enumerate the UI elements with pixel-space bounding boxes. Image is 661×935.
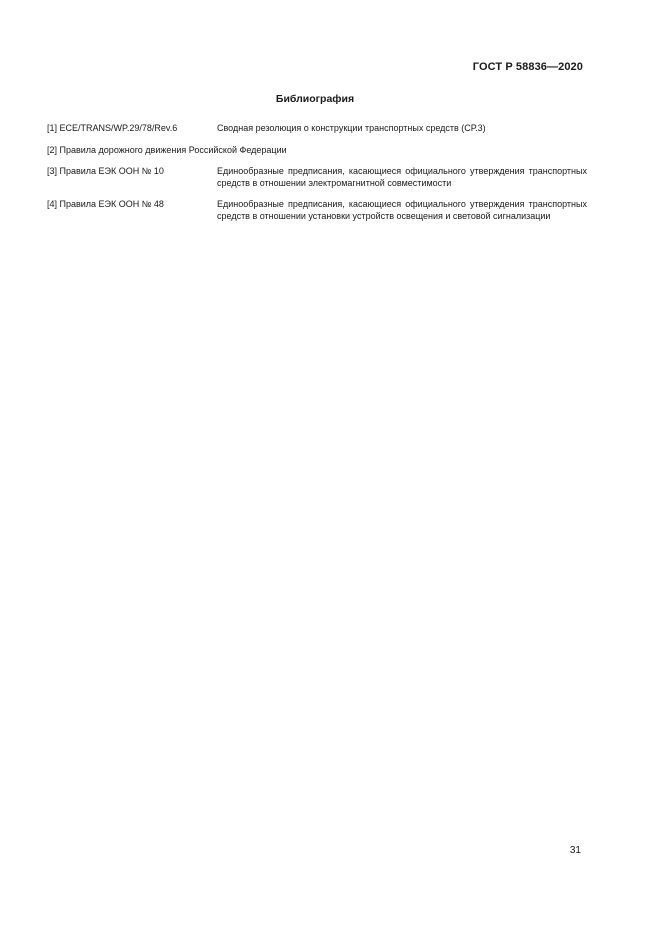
entry-reference: [1] ECE/TRANS/WP.29/78/Rev.6 — [47, 123, 178, 133]
entry-reference: [3] Правила ЕЭК ООН № 10 — [47, 166, 164, 176]
entry-reference: [2] Правила дорожного движения Российской Федерации — [47, 144, 287, 155]
bibliography-title: Библиография — [275, 93, 355, 105]
entry-description: Единообразные предписания, касающиеся официального утверждения транспортных средств в отношении электромагнитной совместимости — [217, 166, 587, 188]
entry-reference: [4] Правила ЕЭК ООН № 48 — [47, 199, 164, 209]
bibliography-entry-3 — [47, 166, 587, 189]
document-code: ГОСТ Р 58836—2020 — [472, 61, 583, 73]
bibliography-entry-4 — [47, 199, 587, 222]
entry-description: Сводная резолюция о конструкции транспортных средств (СР.3) — [217, 123, 486, 133]
page-number: 31 — [569, 845, 581, 856]
bibliography-list — [47, 123, 587, 232]
entry-description: Единообразные предписания, касающиеся официального утверждения транспортных средств в отношении установки устройств освещения и световой сигнализации — [217, 199, 587, 221]
bibliography-entry-1 — [47, 123, 587, 135]
bibliography-entry-2 — [47, 145, 587, 157]
